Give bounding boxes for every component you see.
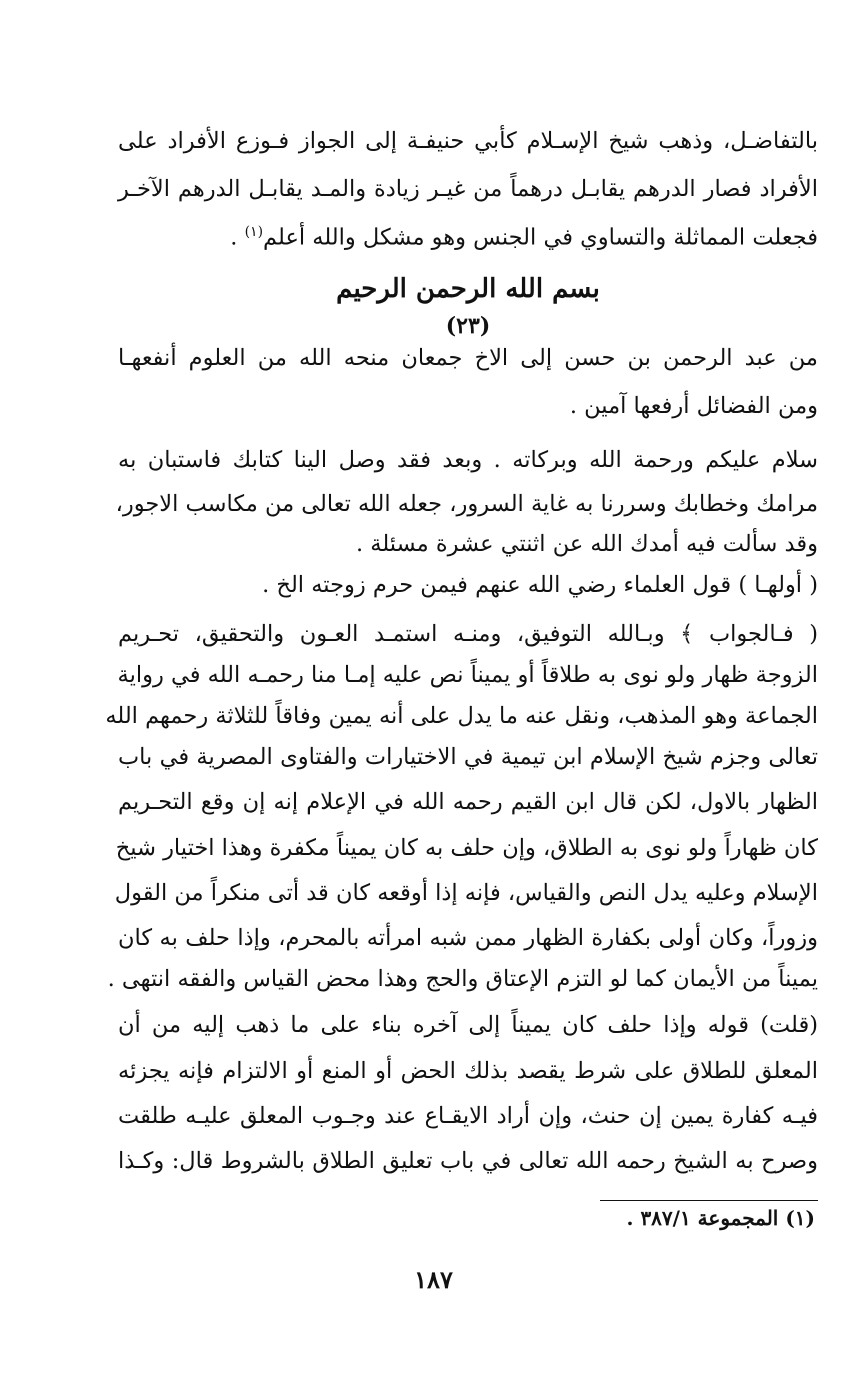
text-line: سلام عليكم ورحمة الله وبركاته . وبعد فقد وصل الينا كتابك فاستبان به: [118, 447, 818, 473]
text-line: من عبد الرحمن بن حسن إلى الاخ جمعان منحه الله من العلوم أنفعهـا: [118, 345, 818, 371]
text-line: الأفراد فصار الدرهم يقابـل درهماً من غيـر زيادة والمـد يقابـل الدرهم الآخـر: [118, 176, 818, 202]
text-line: ومن الفضائل أرفعها آمين .: [569, 393, 818, 419]
text-line: وقد سألت فيه أمدك الله عن اثنتي عشرة مسئلة .: [355, 531, 818, 557]
text-line: تعالى وجزم شيخ الإسلام ابن تيمية في الاختيارات والفتاوى المصرية في باب: [118, 744, 818, 770]
question-line: ( أولهـا ) قول العلماء رضي الله عنهم فيمن حرم زوجته الخ .: [262, 572, 818, 598]
text-line: المعلق للطلاق على شرط يقصد بذلك الحض أو المنع أو الالتزام فإنه يجزئه: [118, 1058, 818, 1084]
text-line: يميناً من الأيمان كما لو التزم الإعتاق والحج وهذا محض القياس والفقه انتهى .: [107, 966, 818, 992]
page-number: ١٨٧: [414, 1265, 453, 1294]
text-line: الجماعة وهو المذهب، ونقل عنه ما يدل على أنه يمين وفاقاً للثلاثة رحمهم الله: [105, 703, 818, 729]
text-line: ( فـالجواب ﴾ وبـالله التوفيق، ومنـه استمـد العـون والتحقيق، تحـريم: [118, 621, 818, 647]
text-line: كان ظهاراً ولو نوى به الطلاق، وإن حلف به كان يميناً مكفرة وهذا اختيار شيخ: [115, 835, 818, 861]
footnote-divider: [600, 1200, 818, 1201]
letter-number: (٢٣): [445, 313, 491, 339]
text-line: بالتفاضـل، وذهب شيخ الإسـلام كأبي حنيفـة إلى الجواز فـوزع الأفراد على: [118, 128, 818, 154]
text-line: (قلت) قوله وإذا حلف كان يميناً إلى آخره بناء على ما ذهب إليه من أن: [118, 1012, 818, 1038]
text-line-content: فجعلت المماثلة والتساوي في الجنس وهو مشكل والله أعلم: [263, 224, 818, 251]
footnote-marker: (١): [244, 224, 264, 240]
text-line: الظهار بالاول، لكن قال ابن القيم رحمه الله في الإعلام إنه إن وقع التحـريم: [118, 789, 818, 815]
text-line: الزوجة ظهار ولو نوى به طلاقاً أو يميناً نص عليه إمـا منا رحمـه الله في رواية: [117, 662, 818, 688]
footnote: (١) المجموعة ٣٨٧/١ .: [626, 1206, 815, 1230]
text-line: الإسلام وعليه يدل النص والقياس، فإنه إذا أوقعه كان قد أتى منكراً من القول: [114, 880, 818, 906]
text-line: مرامك وخطابك وسررنا به غاية السرور، جعله الله تعالى من مكاسب الاجور،: [115, 491, 818, 517]
text-line: وصرح به الشيخ رحمه الله تعالى في باب تعليق الطلاق بالشروط قال: وكـذا: [118, 1148, 818, 1174]
text-line-end: .: [230, 224, 245, 251]
text-line: وزوراً، وكان أولى بكفارة الظهار ممن شبه امرأته بالمحرم، وإذا حلف به كان: [118, 925, 818, 951]
text-line: [118, 224, 818, 251]
text-line: فيـه كفارة يمين إن حنث، وإن أراد الايقـاع عند وجـوب المعلق عليـه طلقت: [118, 1103, 818, 1129]
basmala-heading: بسم الله الرحمن الرحيم: [336, 274, 600, 304]
